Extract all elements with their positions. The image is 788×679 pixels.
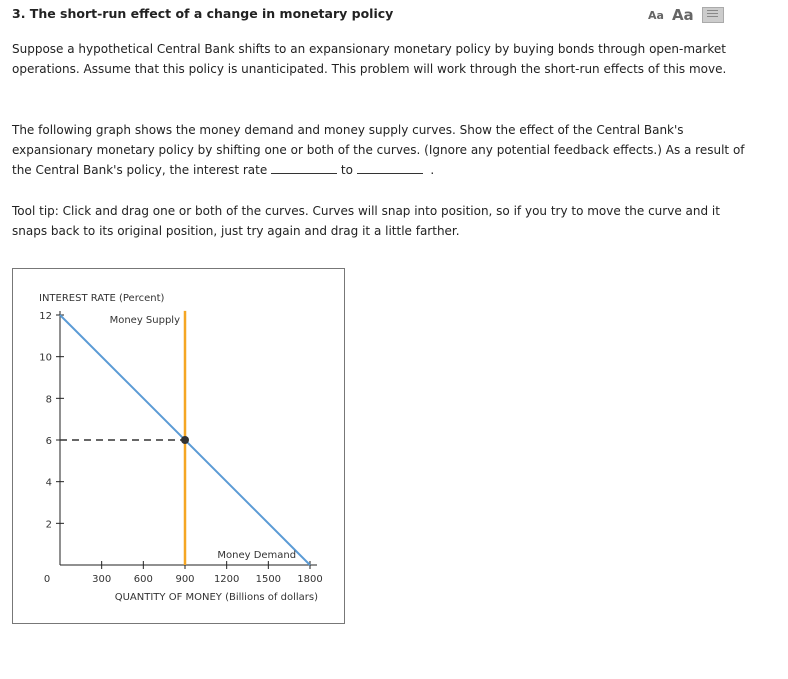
- y-tick-label: 4: [45, 477, 52, 489]
- money-market-graph: [12, 268, 345, 624]
- y-tick-label: 10: [39, 352, 52, 364]
- interest-rate-to-dropdown[interactable]: [357, 161, 423, 174]
- x-tick-label: 600: [133, 574, 153, 585]
- money-demand-label: Money Demand: [217, 550, 297, 561]
- tool-tip: Tool tip: Click and drag one or both of the curves. Curves will snap into position, so if you try to move the curve and it snaps back to its original position, just try again and drag it a little farther.: [12, 204, 720, 238]
- x-tick-label: 300: [92, 574, 112, 585]
- x-tick-label: 1800: [297, 574, 323, 585]
- x-tick-label: 1200: [213, 574, 240, 585]
- x-tick-label: 900: [175, 574, 195, 585]
- interest-rate-from-dropdown[interactable]: [271, 161, 337, 174]
- question-title: 3. The short-run effect of a change in monetary policy: [12, 6, 394, 21]
- end-period: .: [430, 163, 435, 177]
- money-supply-label: Money Supply: [109, 315, 180, 326]
- y-axis-label: INTEREST RATE (Percent): [39, 293, 165, 304]
- chart-svg: [13, 269, 344, 623]
- question-body: The following graph shows the money demand and money supply curves. Show the effect of the Central Bank's expansionary monetary policy by shifting one or both of the curves. (Ignore any potential feedback effects.) As a result of the Central Bank's policy, the interest rate: [12, 123, 745, 177]
- equilibrium-point: [181, 436, 189, 444]
- font-size-small-button[interactable]: Aa: [648, 8, 664, 22]
- to-label: to: [340, 163, 353, 177]
- printer-icon[interactable]: [702, 7, 724, 23]
- y-tick-label: 2: [45, 519, 52, 531]
- x-tick-label: 1500: [255, 574, 282, 585]
- x-axis-label: QUANTITY OF MONEY (Billions of dollars): [114, 592, 318, 603]
- font-size-large-button[interactable]: Aa: [671, 6, 694, 24]
- origin-label: 0: [43, 574, 51, 585]
- y-tick-label: 8: [45, 394, 52, 406]
- question-text: [12, 120, 752, 180]
- y-tick-label: 6: [45, 436, 52, 447]
- intro-text: Suppose a hypothetical Central Bank shifts to an expansionary monetary policy by buying bonds through open-market operations. Assume that this policy is unanticipated. This problem will work through the short-run effects of this move.: [12, 42, 727, 76]
- toolbar: [648, 6, 724, 24]
- y-tick-label: 12: [39, 311, 52, 322]
